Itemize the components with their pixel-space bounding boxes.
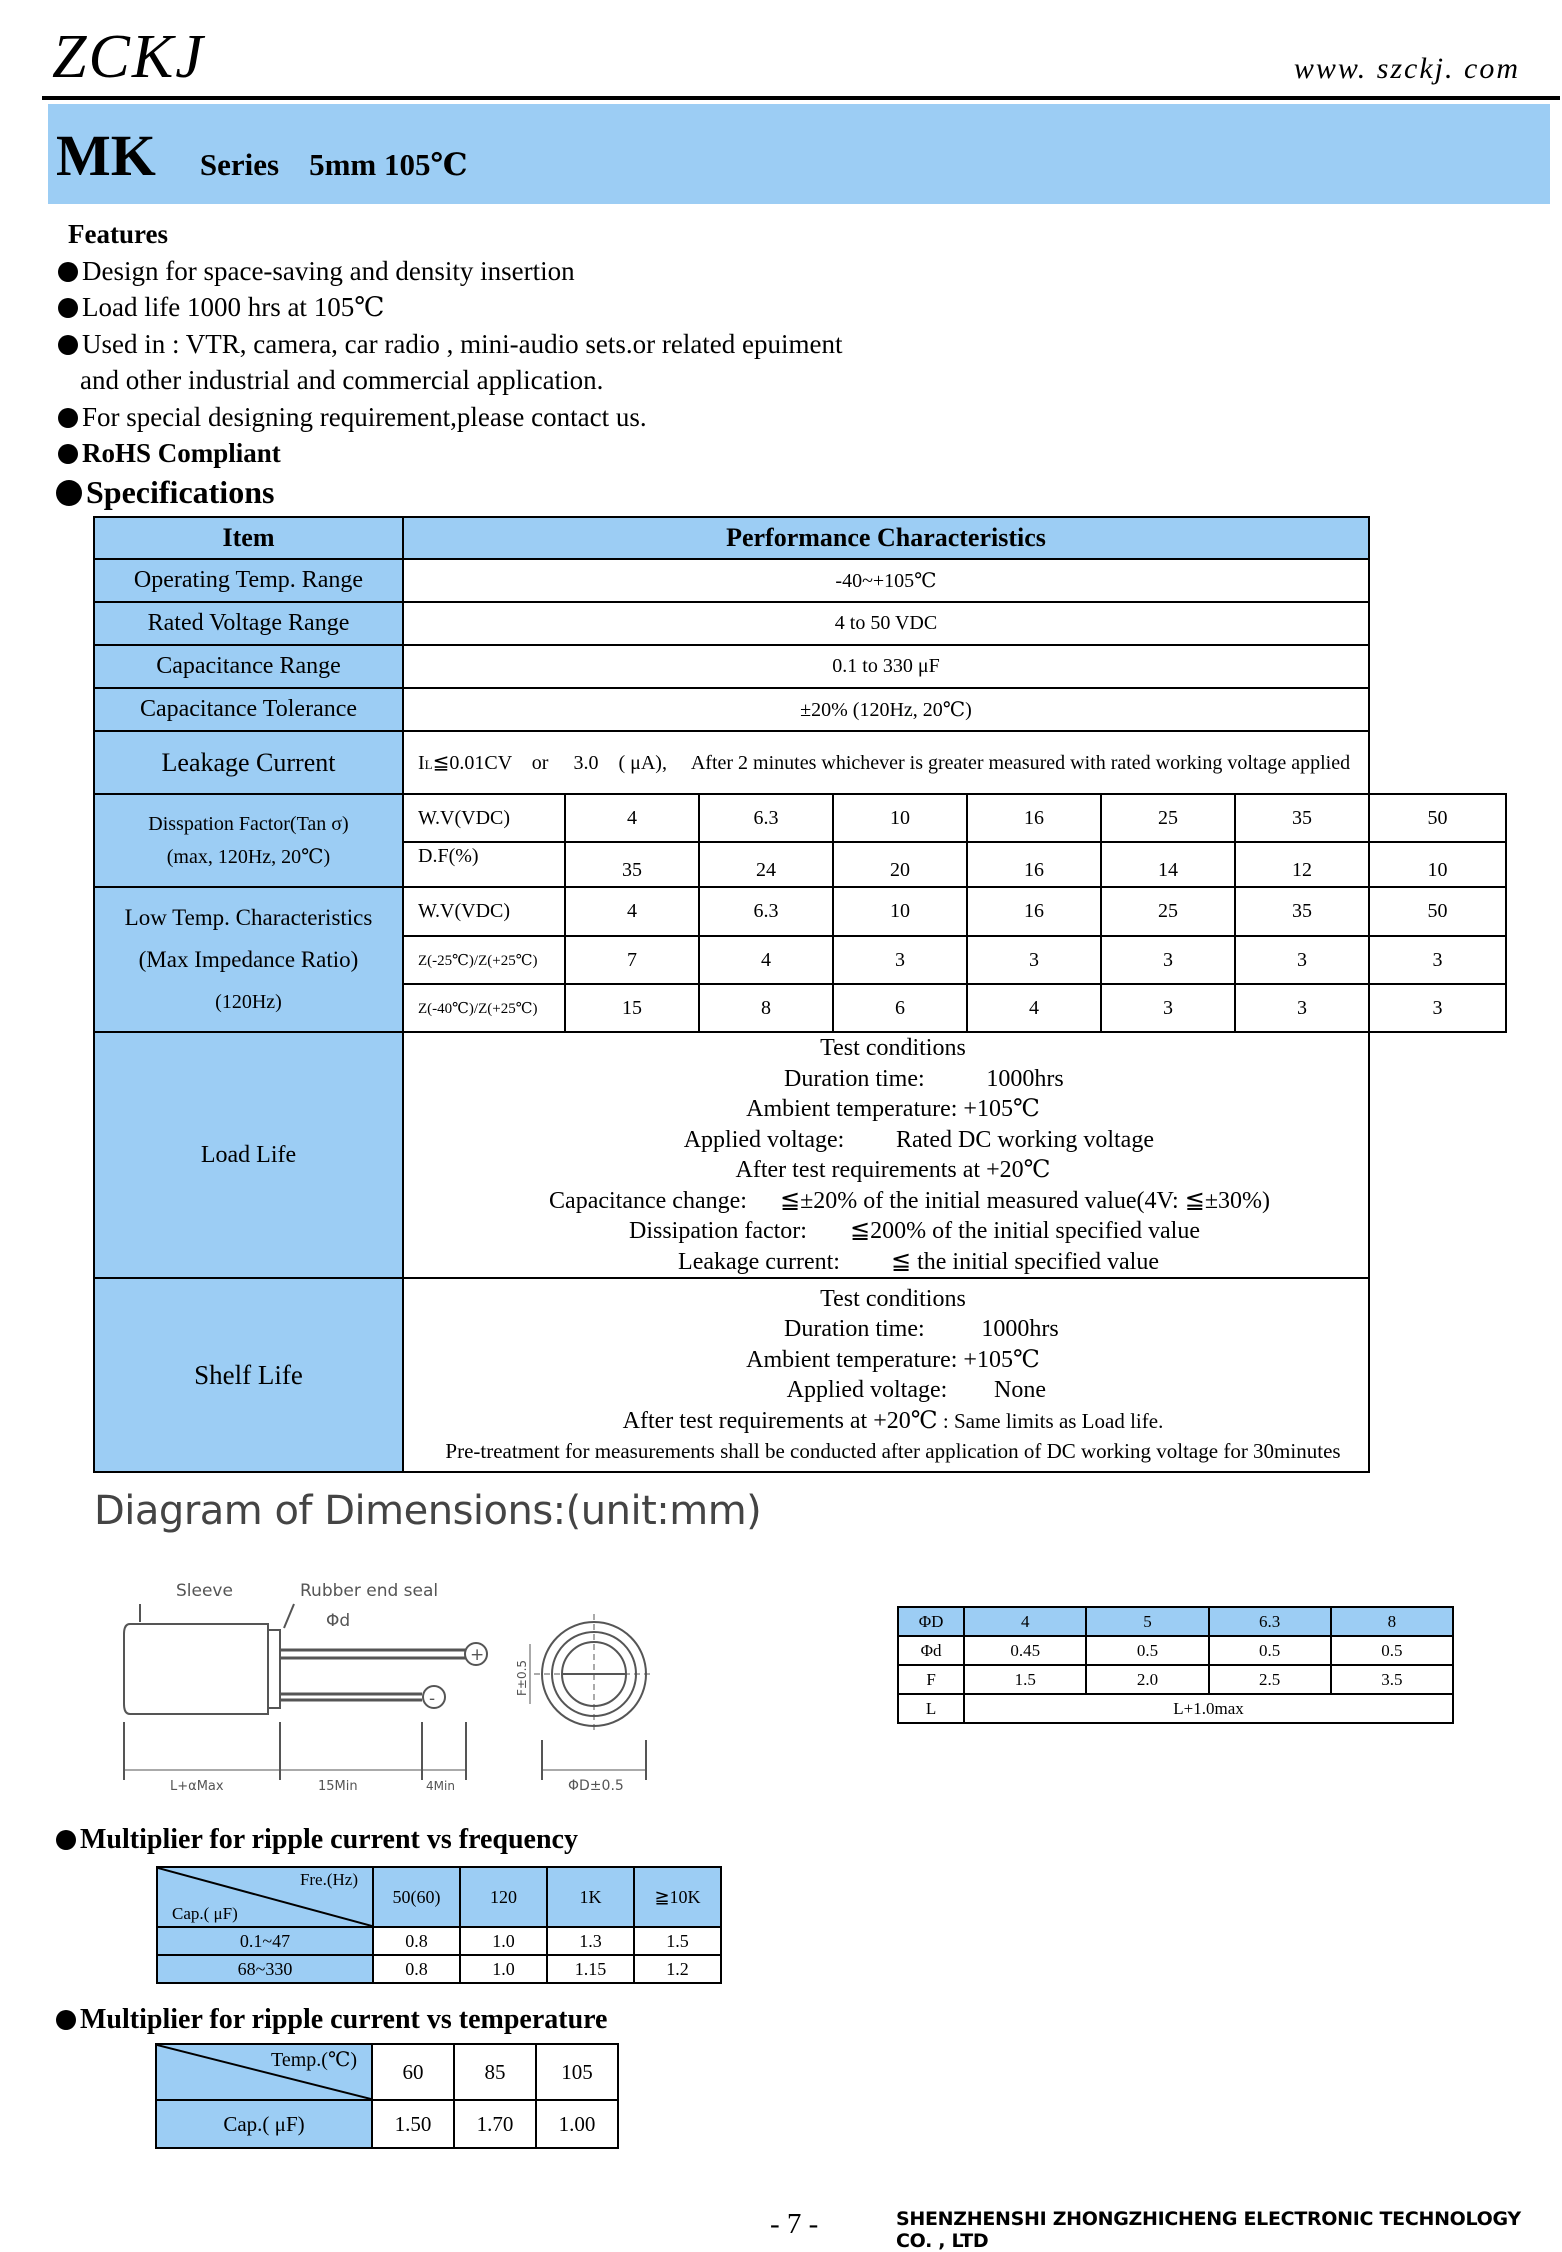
spec-item-shelflife: Shelf Life: [94, 1278, 403, 1472]
condition-line: Test conditions: [820, 1285, 966, 1312]
dim-cell: 8: [1331, 1607, 1453, 1636]
spec-item: Operating Temp. Range: [94, 559, 403, 602]
freq-row-cap: 0.1~47: [157, 1927, 373, 1955]
plus-icon: +: [470, 1645, 485, 1665]
df-value: 20: [833, 842, 967, 887]
impedance-value: 4: [699, 936, 833, 984]
dim-row-label: F: [898, 1665, 964, 1694]
freq-value: 0.8: [373, 1955, 460, 1983]
freq-col-header: 120: [460, 1867, 547, 1927]
dim-cell: 3.5: [1331, 1665, 1453, 1694]
df-label: D.F(%): [403, 842, 565, 887]
dim-cell: 0.5: [1086, 1636, 1208, 1665]
feature-item-continued: and other industrial and commercial application.: [80, 365, 604, 395]
spec-item-leakage: Leakage Current: [94, 731, 403, 794]
ripple-frequency-heading: Multiplier for ripple current vs frequency: [56, 1824, 578, 1856]
freq-row-cap: 68~330: [157, 1955, 373, 1983]
spec-item-df: Disspation Factor(Tan σ) (max, 120Hz, 20℃): [94, 794, 403, 887]
temp-value: 1.00: [536, 2100, 618, 2148]
df-voltage: 25: [1101, 794, 1235, 842]
lt-voltage: 6.3: [699, 887, 833, 936]
impedance-label-40: Z(-40℃)/Z(+25℃): [403, 984, 565, 1032]
condition-line: Duration time: 1000hrs: [784, 1065, 1064, 1092]
dim-cell: 1.5: [964, 1665, 1086, 1694]
label-phi-D: ΦD±0.5: [568, 1778, 624, 1794]
label-f: F±0.5: [515, 1659, 529, 1696]
dim-cell-span: L+1.0max: [964, 1694, 1453, 1723]
freq-value: 1.5: [634, 1927, 721, 1955]
condition-line: Test conditions: [820, 1035, 966, 1061]
impedance-value: 7: [565, 936, 699, 984]
condition-line: Ambient temperature: +105℃: [746, 1096, 1040, 1122]
impedance-value: 3: [1101, 936, 1235, 984]
company-logo: ZCKJ: [52, 23, 205, 91]
features-section: [58, 216, 1058, 472]
loadlife-conditions: [403, 1032, 1369, 1278]
bullet-icon: [56, 2010, 76, 2030]
bullet-icon: [58, 335, 78, 355]
spec-item: Capacitance Tolerance: [94, 688, 403, 731]
spec-value: 0.1 to 330 μF: [403, 645, 1369, 688]
impedance-value: 3: [1235, 984, 1369, 1032]
dim-cell: 5: [1086, 1607, 1208, 1636]
label-15min: 15Min: [318, 1779, 358, 1794]
impedance-value: 3: [833, 936, 967, 984]
df-value: 16: [967, 842, 1101, 887]
label-l-max: L+αMax: [170, 1779, 224, 1794]
freq-value: 1.0: [460, 1927, 547, 1955]
freq-value: 0.8: [373, 1927, 460, 1955]
df-value: 10: [1369, 842, 1506, 887]
series-title: [56, 122, 468, 189]
temp-corner-cell: Temp.(℃): [156, 2044, 372, 2100]
bullet-icon: [58, 444, 78, 464]
feature-item: Load life 1000 hrs at 105℃: [58, 289, 1058, 326]
df-voltage: 4: [565, 794, 699, 842]
temp-col-header: 60: [372, 2044, 454, 2100]
condition-line: Ambient temperature: +105℃: [746, 1346, 1040, 1373]
condition-line: Duration time: 1000hrs: [784, 1316, 1059, 1342]
freq-value: 1.15: [547, 1955, 634, 1983]
condition-line: Dissipation factor: ≦200% of the initial specified value: [629, 1218, 1200, 1244]
spec-value: ±20% (120Hz, 20℃): [403, 688, 1369, 731]
df-voltage: 6.3: [699, 794, 833, 842]
feature-item-rohs: RoHS Compliant: [58, 435, 1058, 472]
page-number: - 7 -: [770, 2208, 819, 2240]
series-code: MK: [56, 123, 156, 188]
label-4min: 4Min: [426, 1779, 455, 1793]
lt-voltage: 25: [1101, 887, 1235, 936]
condition-line: After test requirements at +20℃: [735, 1157, 1051, 1183]
dim-cell: 2.0: [1086, 1665, 1208, 1694]
spec-item-lowtemp: Low Temp. Characteristics (Max Impedance Ratio) (120Hz): [94, 887, 403, 1032]
lt-voltage: 50: [1369, 887, 1506, 936]
shelflife-conditions: [403, 1278, 1369, 1472]
bullet-icon: [56, 1830, 76, 1850]
df-value: 12: [1235, 842, 1369, 887]
header-rule: [42, 96, 1560, 100]
series-spec: 5mm 105℃: [309, 147, 468, 182]
spec-value: -40~+105℃: [403, 559, 1369, 602]
specifications-table: [93, 516, 1507, 1473]
dim-cell: 0.5: [1331, 1636, 1453, 1665]
spec-value-leakage: IL≦0.01CV or 3.0 ( μA), After 2 minutes whichever is greater measured with rated working voltage applied: [403, 731, 1369, 794]
dimension-drawing: [110, 1554, 670, 1794]
wv-label: W.V(VDC): [403, 794, 565, 842]
freq-col-header: 1K: [547, 1867, 634, 1927]
dim-cell: 6.3: [1209, 1607, 1331, 1636]
impedance-value: 15: [565, 984, 699, 1032]
freq-col-header: 50(60): [373, 1867, 460, 1927]
impedance-value: 3: [1235, 936, 1369, 984]
shelf-after-line: After test requirements at +20℃ : Same limits as Load life.: [622, 1407, 1164, 1434]
df-voltage: 10: [833, 794, 967, 842]
spec-item-loadlife: Load Life: [94, 1032, 403, 1278]
ripple-temperature-table: [155, 2043, 619, 2149]
lt-voltage: 10: [833, 887, 967, 936]
dimensions-table: [897, 1606, 1454, 1724]
bullet-icon: [58, 262, 78, 282]
label-rubber-end-seal: Rubber end seal: [300, 1581, 439, 1601]
dimensions-title: Diagram of Dimensions:(unit:mm): [94, 1488, 762, 1534]
df-voltage: 16: [967, 794, 1101, 842]
dim-cell: 4: [964, 1607, 1086, 1636]
features-heading: Features: [68, 219, 168, 249]
condition-line: Applied voltage: Rated DC working voltage: [683, 1126, 1154, 1153]
lt-voltage: 4: [565, 887, 699, 936]
impedance-value: 3: [967, 936, 1101, 984]
series-word: Series: [199, 147, 280, 182]
lt-voltage: 16: [967, 887, 1101, 936]
condition-line: Applied voltage: None: [786, 1377, 1046, 1403]
specifications-heading: Specifications: [56, 474, 274, 511]
df-voltage: 50: [1369, 794, 1506, 842]
freq-value: 1.0: [460, 1955, 547, 1983]
dim-cell: 0.5: [1209, 1636, 1331, 1665]
freq-col-header: ≧10K: [634, 1867, 721, 1927]
temp-col-header: 85: [454, 2044, 536, 2100]
capacitor-body: [124, 1624, 268, 1714]
company-name: SHENZHENSHI ZHONGZHICHENG ELECTRONIC TECHNOLOGY CO. , LTD: [896, 2208, 1521, 2252]
spec-value: 4 to 50 VDC: [403, 602, 1369, 645]
impedance-value: 3: [1369, 936, 1506, 984]
minus-icon: -: [429, 1689, 436, 1709]
dim-cell: 0.45: [964, 1636, 1086, 1665]
df-value: 14: [1101, 842, 1235, 887]
temp-value: 1.50: [372, 2100, 454, 2148]
col-header-performance: Performance Characteristics: [403, 517, 1369, 559]
lt-voltage: 35: [1235, 887, 1369, 936]
wv-label: W.V(VDC): [403, 887, 565, 936]
df-voltage: 35: [1235, 794, 1369, 842]
dim-row-label: Φd: [898, 1636, 964, 1665]
condition-line: Leakage current: ≦ the initial specified value: [678, 1248, 1160, 1275]
temp-row-label: Cap.( μF): [156, 2100, 372, 2148]
spec-item: Rated Voltage Range: [94, 602, 403, 645]
df-value: 35: [565, 842, 699, 887]
shelf-pretreatment: Pre-treatment for measurements shall be conducted after application of DC working voltage for 30minutes: [445, 1439, 1341, 1463]
freq-value: 1.3: [547, 1927, 634, 1955]
impedance-value: 8: [699, 984, 833, 1032]
feature-item: Design for space-saving and density insertion: [58, 253, 1058, 290]
ripple-frequency-table: [156, 1866, 722, 1984]
dim-row-label: L: [898, 1694, 964, 1723]
impedance-value: 3: [1369, 984, 1506, 1032]
label-phi-d: Φd: [326, 1611, 351, 1631]
bullet-icon: [58, 298, 78, 318]
feature-item: Used in : VTR, camera, car radio , mini-audio sets.or related epuiment: [58, 326, 1058, 363]
dim-cell: 2.5: [1209, 1665, 1331, 1694]
label-sleeve: Sleeve: [176, 1581, 233, 1601]
impedance-value: 3: [1101, 984, 1235, 1032]
impedance-value: 6: [833, 984, 967, 1032]
website-url[interactable]: www. szckj. com: [1293, 52, 1520, 85]
temp-value: 1.70: [454, 2100, 536, 2148]
freq-value: 1.2: [634, 1955, 721, 1983]
condition-line: Capacitance change: ≦±20% of the initial measured value(4V: ≦±30%): [549, 1187, 1270, 1214]
bullet-icon: [56, 480, 82, 506]
impedance-label-25: Z(-25℃)/Z(+25℃): [403, 936, 565, 984]
col-header-item: Item: [94, 517, 403, 559]
temp-col-header: 105: [536, 2044, 618, 2100]
df-value: 24: [699, 842, 833, 887]
impedance-value: 4: [967, 984, 1101, 1032]
ripple-temperature-heading: Multiplier for ripple current vs temperature: [56, 2004, 608, 2036]
spec-item: Capacitance Range: [94, 645, 403, 688]
freq-corner-cell: Fre.(Hz) Cap.( μF): [157, 1867, 373, 1927]
bullet-icon: [58, 408, 78, 428]
dim-row-label: ΦD: [898, 1607, 964, 1636]
feature-item: For special designing requirement,please contact us.: [58, 399, 1058, 436]
